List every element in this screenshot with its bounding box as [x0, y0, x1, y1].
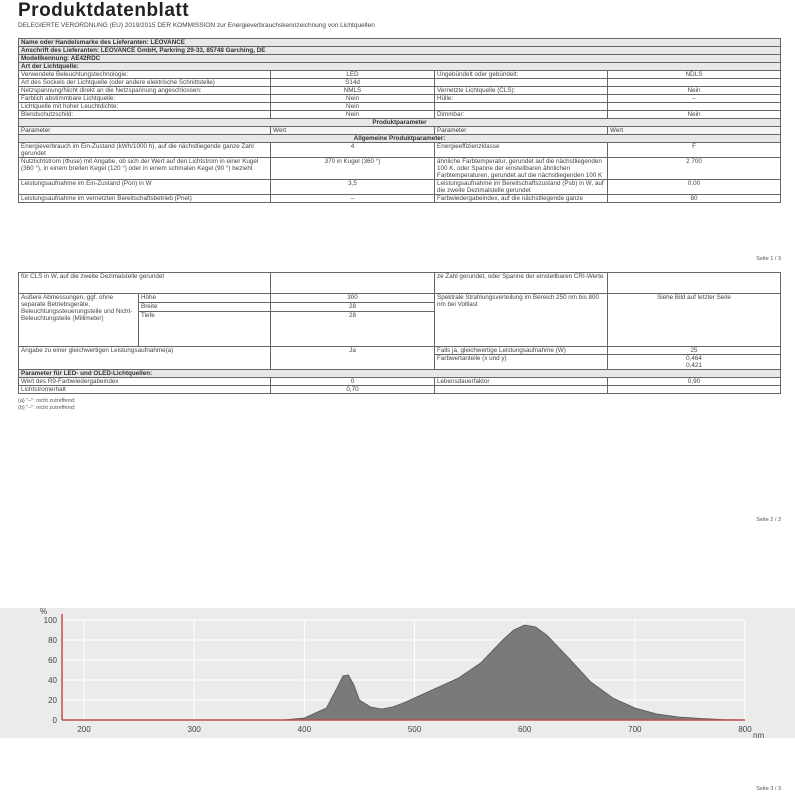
- table-row: [19, 71, 781, 79]
- supplier-address: Anschrift des Lieferanten: LEOVANCE GmbH, Parkring 29-33, 85748 Garching, DE: [19, 47, 781, 55]
- param-value: –: [608, 95, 781, 103]
- param-value: Nein: [271, 111, 435, 119]
- x-axis-label: nm: [753, 731, 765, 740]
- section-general-parameters: Allgemeine Produktparameter:: [19, 135, 781, 143]
- y-tick-label: 0: [52, 716, 57, 725]
- param-value: [608, 103, 781, 111]
- param-label: Lichtstromerhalt: [19, 386, 271, 394]
- supplier-name: Name oder Handelsmarke des Lieferanten: LEOVANCE: [19, 39, 781, 47]
- x-tick-label: 800: [738, 725, 752, 734]
- y-tick-label: 100: [43, 616, 57, 625]
- col-header-parameter: Parameter: [19, 127, 271, 135]
- chromaticity-y: 0,421: [686, 362, 702, 369]
- param-value: 0: [271, 378, 435, 386]
- y-tick-label: 60: [48, 656, 57, 665]
- chromaticity-value: [608, 355, 781, 370]
- x-tick-label: 400: [297, 725, 312, 734]
- param-value: Nein: [271, 95, 435, 103]
- regulation-subtitle: DELEGIERTE VERORDNUNG (EU) 2019/2015 DER KOMMISSION zur Energieverbrauchskennzeichnung von Lichtquellen: [18, 22, 375, 29]
- chromaticity-x: 0,464: [686, 355, 702, 362]
- page-number: Seite 3 / 3: [756, 786, 781, 792]
- param-label: Hülle:: [435, 95, 608, 103]
- param-label: Wert des R9-Farbwiedergabeindex: [19, 378, 271, 386]
- x-tick-label: 700: [628, 725, 642, 734]
- section-product-parameters: Produktparameter: [19, 119, 781, 127]
- table-row: [19, 103, 781, 111]
- x-tick-label: 200: [77, 725, 91, 734]
- param-value: [608, 79, 781, 87]
- param-value: Nein: [271, 103, 435, 111]
- param-value: 80: [608, 195, 781, 203]
- param-value: 0,70: [271, 386, 435, 394]
- section-light-source-type: Art der Lichtquelle:: [19, 63, 781, 71]
- product-data-table: [18, 38, 781, 203]
- spectral-value: Siehe Bild auf letzter Seite: [608, 294, 781, 347]
- param-label: Energieverbrauch im Ein-Zustand (kWh/1000 h), auf die nächstliegende ganze Zahl gerundet: [19, 143, 271, 158]
- param-label: Nutzlichtstrom (Φuse) mit Angabe, ob sich der Wert auf den Lichtstrom in einer Kugel (360 °), in einem breiten Kegel (120 °) oder in einem schmalen Kegel (90 °) bezieht: [19, 158, 271, 180]
- col-header-value: Wert: [271, 127, 435, 135]
- param-label: Dimmbar:: [435, 111, 608, 119]
- footnotes: [18, 398, 75, 411]
- param-value: NDLS: [608, 71, 781, 79]
- param-label: ze Zahl gerundet, oder Spanne der einstellbaren CRI-Werte: [435, 273, 608, 294]
- footnote: (b) "–": nicht zutreffend;: [18, 404, 76, 411]
- datasheet-page-3: [0, 528, 795, 795]
- type-rows: [19, 71, 781, 119]
- dim-name: Höhe: [139, 294, 271, 303]
- spectral-chart: [0, 603, 795, 793]
- page-number: Seite 2 / 3: [756, 517, 781, 523]
- param-label: Lichtquelle mit hoher Leuchtdichte:: [19, 103, 271, 111]
- table-row: [19, 79, 781, 87]
- param-value: 0,90: [608, 378, 781, 386]
- table-row: [19, 158, 781, 180]
- y-tick-label: 20: [48, 696, 57, 705]
- param-label: Lebensdauerfaktor: [435, 378, 608, 386]
- param-value: [608, 386, 781, 394]
- col-header-parameter-2: Parameter: [435, 127, 608, 135]
- param-value: LED: [271, 71, 435, 79]
- param-value: 0,00: [608, 180, 781, 195]
- table-row: [19, 95, 781, 103]
- param-value: Nein: [608, 111, 781, 119]
- chromaticity-label: Farbwertanteile (x und y): [435, 355, 608, 370]
- table-row: [19, 180, 781, 195]
- table-row: [19, 143, 781, 158]
- dim-value: 28: [271, 312, 435, 347]
- product-data-table-continued: [18, 272, 781, 394]
- param-label: [435, 386, 608, 394]
- param-label: [435, 79, 608, 87]
- table-row: [19, 111, 781, 119]
- param-value: NMLS: [271, 87, 435, 95]
- param-value: Nein: [608, 87, 781, 95]
- dimensions-label: Äußere Abmessungen, ggf. ohne separate Betriebsgeräte, Beleuchtungssteuerungsteile und Nicht-Beleuchtungsteile (Millimeter): [19, 294, 139, 347]
- table-row: [19, 195, 781, 203]
- param-label: Art des Sockels der Lichtquelle (oder andere elektrische Schnittstelle): [19, 79, 271, 87]
- equivalent-power-label: Angabe zu einer gleichwertigen Leistungsaufnahme(a): [19, 347, 271, 370]
- param-label: Energieeffizienzklasse: [435, 143, 608, 158]
- x-tick-label: 600: [517, 725, 532, 734]
- param-label: Farblich abstimmbare Lichtquelle:: [19, 95, 271, 103]
- dim-value: 300: [271, 294, 435, 303]
- general-rows: [19, 143, 781, 203]
- col-header-value-2: Wert: [608, 127, 781, 135]
- page-number: Seite 1 / 3: [756, 256, 781, 262]
- model-identifier: Modellkennung: AE42RDC: [19, 55, 781, 63]
- param-label: Leistungsaufnahme im vernetzten Bereitschaftsbetrieb (Pnet): [19, 195, 271, 203]
- param-label: Netzspannung/Nicht direkt an die Netzspannung angeschlossen:: [19, 87, 271, 95]
- datasheet-page-1: [0, 0, 795, 268]
- dim-name: Tiefe: [139, 312, 271, 347]
- param-value: 370 in Kugel (360 °): [271, 158, 435, 180]
- spectral-chart-svg: [0, 603, 795, 793]
- dim-value: 28: [271, 303, 435, 312]
- footnote: (a) "–": nicht zutreffend;: [18, 398, 76, 404]
- param-label: Ungebündelt oder gebündelt:: [435, 71, 608, 79]
- param-label: Verwendete Beleuchtungstechnologie:: [19, 71, 271, 79]
- datasheet-page-2: [0, 268, 795, 528]
- param-value: [271, 273, 435, 294]
- param-label: Leistungsaufnahme im Bereitschaftszustand (Psb) in W, auf die zweite Dezimalstelle gerundet: [435, 180, 608, 195]
- param-label: Farbwiedergabeindex, auf die nächstliegende ganze: [435, 195, 608, 203]
- param-value: [608, 273, 781, 294]
- param-label: für CLS in W, auf die zweite Dezimalstelle gerundet: [19, 273, 271, 294]
- equivalent-power-w-value: 25: [608, 347, 781, 355]
- y-tick-label: 80: [48, 636, 57, 645]
- param-label: Blendschutzschild:: [19, 111, 271, 119]
- y-tick-label: 40: [48, 676, 57, 685]
- x-tick-label: 300: [187, 725, 201, 734]
- param-value: 4: [271, 143, 435, 158]
- section-led-parameters: Parameter für LED- und OLED-Lichtquellen:: [19, 370, 781, 378]
- equivalent-power-value: Ja: [271, 347, 435, 370]
- param-label: Vernetzte Lichtquelle (CLS):: [435, 87, 608, 95]
- x-tick-label: 500: [407, 725, 422, 734]
- param-value: 3,5: [271, 180, 435, 195]
- param-value: F: [608, 143, 781, 158]
- equivalent-power-w-label: Falls ja, gleichwertige Leistungsaufnahme (W): [435, 347, 608, 355]
- param-value: 2 700: [608, 158, 781, 180]
- param-label: ähnliche Farbtemperatur, gerundet auf die nächstliegenden 100 K, oder Spanne der einstellbaren ähnlichen Farbtemperaturen, gerundet auf die nächstliegenden 100 K: [435, 158, 608, 180]
- table-row: [19, 87, 781, 95]
- param-value: –: [271, 195, 435, 203]
- param-label: Leistungsaufnahme im Ein-Zustand (Pon) in W: [19, 180, 271, 195]
- page-title: Produktdatenblatt: [18, 0, 190, 21]
- y-axis-label: %: [40, 607, 48, 616]
- param-value: S14d: [271, 79, 435, 87]
- param-label: [435, 103, 608, 111]
- spectral-label: Spektrale Strahlungsverteilung im Bereich 250 nm bis 800 nm bei Volllast: [435, 294, 608, 347]
- dim-name: Breite: [139, 303, 271, 312]
